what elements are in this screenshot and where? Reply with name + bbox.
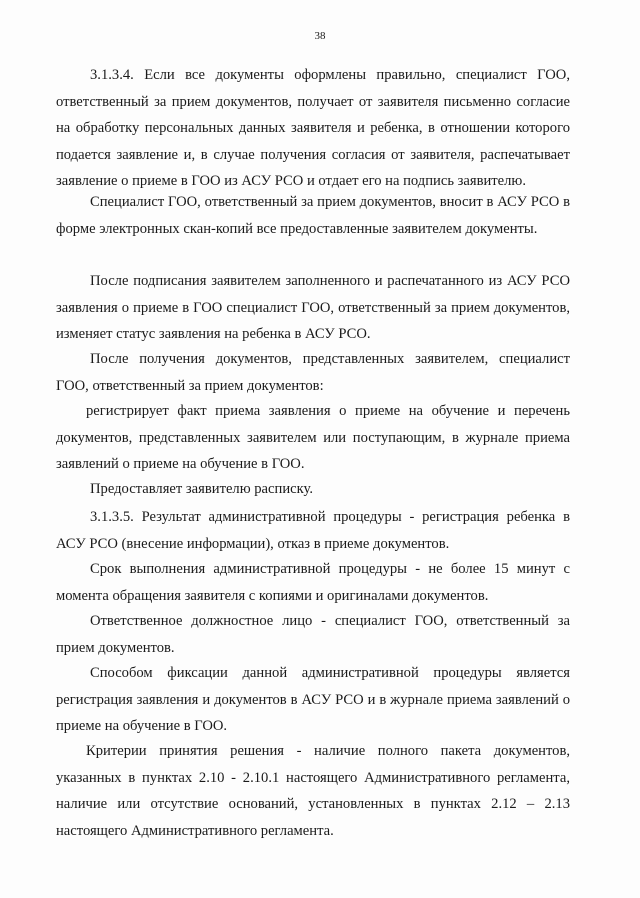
paragraph-scan-copies (56, 189, 570, 242)
paragraph-text: регистрирует факт приема заявления о приеме на обучение и перечень документов, представленных заявителем или поступающим, в журнале приема заявлений о приеме на обучение в ГОО. (56, 403, 570, 473)
paragraph-text: Критерии принятия решения - наличие полного пакета документов, указанных в пунктах 2.10 - 2.10.1 настоящего Административного регламента, наличие или отсутствие оснований, установленных в пунктах 2.12 – 2.13 настоящего Административного регламента. (56, 743, 570, 839)
paragraph-text: 3.1.3.4. Если все документы оформлены правильно, специалист ГОО, ответственный за прием документов, получает от заявителя письменно согласие на обработку персональных данных заявителя и ребенка, в отношении которого подается заявление и, в случае получения согласия от заявителя, распечатывает заявление о приеме в ГОО из АСУ РСО и отдает его на подпись заявителю. (56, 67, 570, 190)
paragraph-responsible (56, 608, 570, 661)
paragraph-registers (56, 398, 570, 478)
paragraph-receipt (56, 476, 570, 503)
paragraph-3-1-3-5 (56, 504, 570, 557)
paragraph-text: 3.1.3.5. Результат административной процедуры - регистрация ребенка в АСУ РСО (внесение информации), отказ в приеме документов. (56, 509, 570, 552)
paragraph-text: После получения документов, представленных заявителем, специалист ГОО, ответственный за прием документов: (56, 351, 570, 394)
paragraph-3-1-3-4 (56, 62, 570, 195)
paragraph-text: Срок выполнения административной процедуры - не более 15 минут с момента обращения заявителя с копиями и оригиналами документов. (56, 561, 570, 604)
page-number: 38 (314, 30, 326, 42)
paragraph-text: Специалист ГОО, ответственный за прием документов, вносит в АСУ РСО в форме электронных скан-копий все предоставленные заявителем документы. (56, 194, 570, 237)
paragraph-status-change (56, 268, 570, 348)
paragraph-text: Предоставляет заявителю расписку. (90, 481, 313, 497)
paragraph-after-receipt (56, 346, 570, 399)
paragraph-term (56, 556, 570, 609)
paragraph-fixation (56, 660, 570, 740)
paragraph-text: Ответственное должностное лицо - специалист ГОО, ответственный за прием документов. (56, 613, 570, 656)
paragraph-criteria (56, 738, 570, 844)
paragraph-text: Способом фиксации данной административной процедуры является регистрация заявления и документов в АСУ РСО и в журнале приема заявлений о приеме на обучение в ГОО. (56, 665, 570, 735)
paragraph-text: После подписания заявителем заполненного и распечатанного из АСУ РСО заявления о приеме в ГОО специалист ГОО, ответственный за прием документов, изменяет статус заявления на ребенка в АСУ РСО. (56, 273, 570, 343)
